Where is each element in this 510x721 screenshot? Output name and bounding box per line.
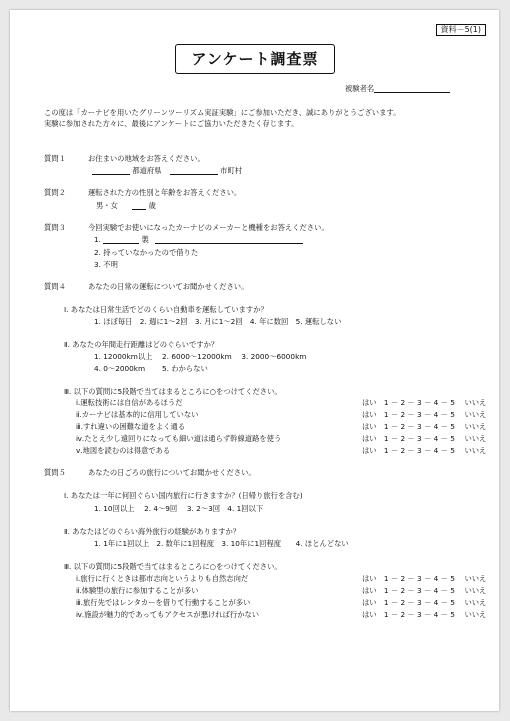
item-text: 施設が魅力的であってもアクセスが悪ければ行かない [84,610,260,619]
item-text: 旅行に行くときは都市志向というよりも自然志向だ [80,574,249,583]
q1-text: お住まいの地域をお答えください。 [88,154,205,163]
item-text: たとえ少し遠回りになっても細い道は通らず幹線道路を使う [84,434,282,443]
q4-sub1-options: 1. ほぼ毎日 2. 週に1～2回 3. 月に1～2回 4. 年に数回 5. 運転しない [94,317,342,326]
q5-sub2-options: 1. 1年に1回以上 2. 数年に1回程度 3. 10年に1回程度 4. ほとんどない [94,539,349,548]
page-title: アンケート調査票 [175,44,335,74]
q4-sub2-text: Ⅱ. あなたの年間走行距離はどのぐらいですか？ [64,340,219,349]
item-text: 旅行先ではレンタカーを借りて行動することが多い [82,598,251,607]
q4-item-5 [76,446,170,455]
item-number: ⅱ. [76,586,82,595]
q4-item-2 [76,410,198,419]
q4-item-1-scale: はい 1 － 2 － 3 － 4 － 5 いいえ [362,398,487,407]
q5-item-1 [76,574,248,583]
q3-number: 質問３ [44,223,66,232]
item-number: ⅰ. [76,574,81,583]
item-number: ⅴ. [76,446,83,455]
q5-item-2 [76,586,198,595]
q4-sub2-options-row-1: 1. 12000km以上 2. 6000～12000km 3. 2000～6000km [94,352,307,361]
item-number: ⅳ. [76,434,85,443]
q5-number: 質問５ [44,468,66,477]
q4-item-3 [76,422,185,431]
maker-label: 製 [141,235,149,244]
maker-blank [103,235,139,244]
q5-sub3-text: Ⅲ. 以下の質問に5段階で当てはまるところに○をつけてください。 [64,562,282,571]
q2-answer-row [96,201,156,210]
item-number: ⅲ. [76,598,83,607]
city-label: 市町村 [220,166,243,175]
q3-option-3: 3. 不明 [94,260,118,269]
q5-text: あなたの日ごろの旅行についてお聞かせください。 [88,468,256,477]
item-text: カーナビは基本的に信用していない [81,410,199,419]
q4-item-5-scale: はい 1 － 2 － 3 － 4 － 5 いいえ [362,446,487,455]
item-number: ⅳ. [76,610,85,619]
item-text: 地図を読むのは得意である [82,446,171,455]
prefecture-blank [92,166,130,175]
q4-item-1 [76,398,183,407]
q4-sub3-text: Ⅲ. 以下の質問に5段階で当てはまるところに○をつけてください。 [64,387,282,396]
q5-item-2-scale: はい 1 － 2 － 3 － 4 － 5 いいえ [362,586,487,595]
item-number: ⅰ. [76,398,81,407]
q3-option-2: 2. 持っていなかったので借りた [94,248,199,257]
item-text: 体験型の旅行に参加することが多い [81,586,199,595]
prefecture-label: 都道府県 [132,166,162,175]
q4-item-3-scale: はい 1 － 2 － 3 － 4 － 5 いいえ [362,422,487,431]
q5-item-3-scale: はい 1 － 2 － 3 － 4 － 5 いいえ [362,598,487,607]
gender-options: 男・女 [96,201,118,210]
q3-option-1-number: 1. [94,235,101,244]
item-number: ⅱ. [76,410,82,419]
city-blank [170,166,218,175]
q5-sub1-text: Ⅰ. あなたは一年に何回ぐらい国内旅行に行きますか？(日帰り旅行を含む) [64,491,303,500]
item-text: 運転技術には自信があるほうだ [80,398,183,407]
q4-item-4-scale: はい 1 － 2 － 3 － 4 － 5 いいえ [362,434,487,443]
age-label: 歳 [148,201,156,210]
q4-sub1-text: Ⅰ. あなたは日常生活でどのくらい自動車を運転していますか？ [64,305,268,314]
intro-line-1: この度は「カーナビを用いたグリーンツーリズム実証実験」にご参加いただき、誠にありがとうございます。 [44,108,401,117]
subject-name-field [345,84,450,93]
age-blank [132,201,146,210]
q5-item-1-scale: はい 1 － 2 － 3 － 4 － 5 いいえ [362,574,487,583]
q5-sub2-text: Ⅱ. あなたはどのぐらい海外旅行の経験がありますか？ [64,527,241,536]
q4-sub2-options-row-2: 4. 0～2000km 5. わからない [94,364,208,373]
q3-text: 今回実験でお使いになったカーナビのメーカーと機種をお答えください。 [88,223,329,232]
q4-number: 質問４ [44,282,66,291]
q3-option-1 [94,235,303,244]
q2-number: 質問２ [44,188,66,197]
item-number: ⅲ. [76,422,83,431]
q4-item-4 [76,434,281,443]
q5-sub1-options: 1. 10回以上 2. 4～9回 3. 2～3回 4. 1回以下 [94,504,264,513]
q5-item-4 [76,610,259,619]
q1-number: 質問１ [44,154,66,163]
q5-item-3 [76,598,250,607]
q4-item-2-scale: はい 1 － 2 － 3 － 4 － 5 いいえ [362,410,487,419]
q4-text: あなたの日常の運転についてお聞かせください。 [88,282,249,291]
q1-answer-row [92,166,242,175]
subject-name-blank [374,84,450,93]
q2-text: 運転された方の性別と年齢をお答えください。 [88,188,242,197]
document-label: 資料－5(1) [436,24,486,36]
subject-name-label: 被験者名 [345,84,375,93]
intro-line-2: 実験に参加された方々に、最後にアンケートにご協力いただきたく存じます。 [44,119,299,128]
item-text: すれ違いの困難な道をよく通る [82,422,186,431]
q5-item-4-scale: はい 1 － 2 － 3 － 4 － 5 いいえ [362,610,487,619]
model-blank [155,235,303,244]
